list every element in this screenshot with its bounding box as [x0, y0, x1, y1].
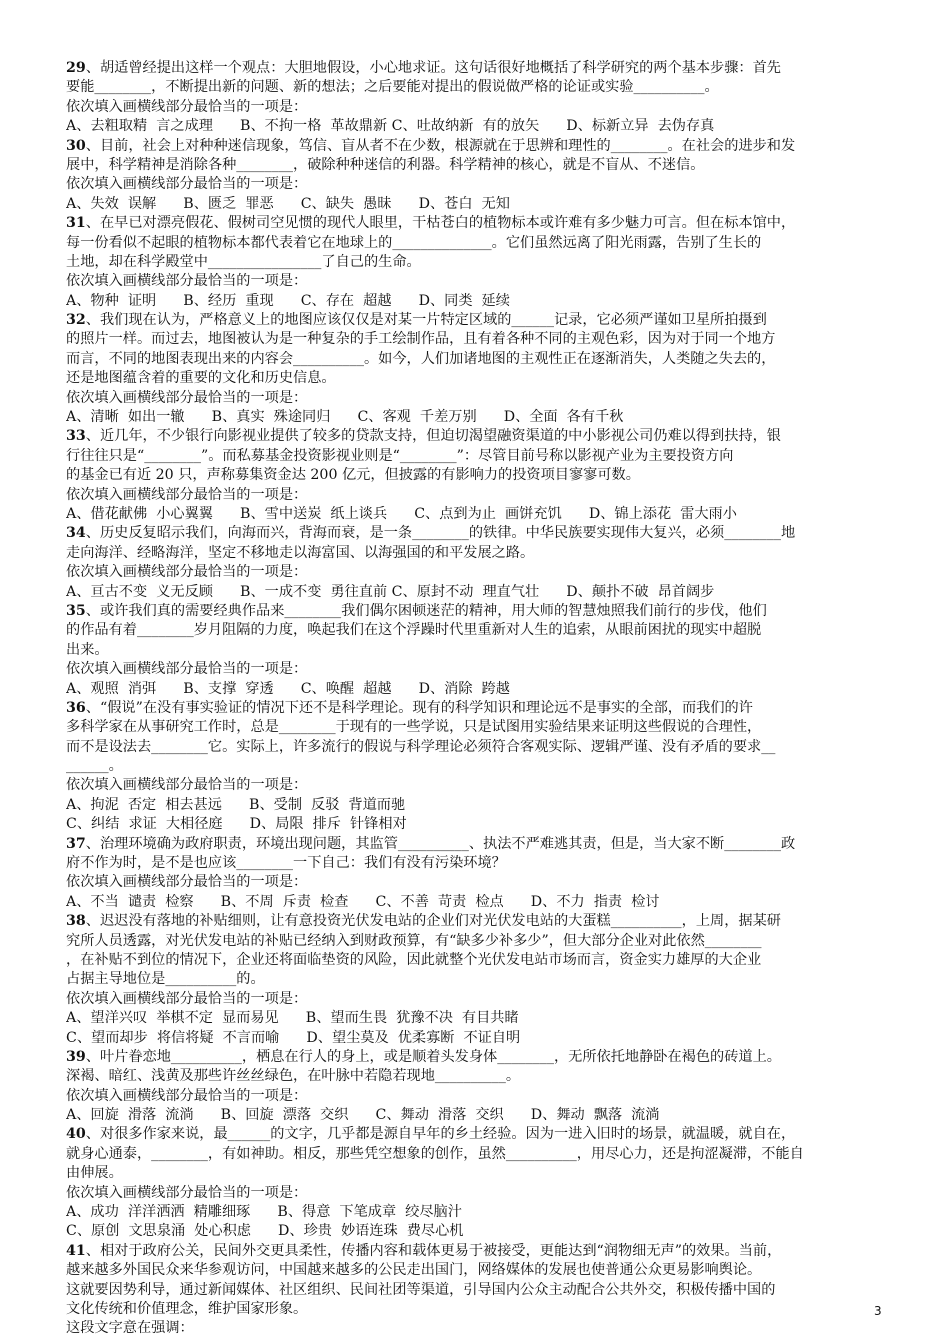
- line-text: 展中，科学精神是消除各种________，破除种种迷信的利器。科学精神的核心，就是不盲从、不迷信。: [66, 156, 705, 173]
- text-line: [66, 990, 888, 1009]
- line-text: A、去粗取精 言之成理 B、不拘一格 革故鼎新 C、吐故纳新 有的放矢 D、标新立异 去伪存真: [66, 118, 715, 135]
- text-line: [66, 408, 888, 427]
- text-line: [66, 660, 888, 679]
- line-text: 越来越多外国民众来华参观访问，中国越来越多的公民走出国门，网络媒体的发展也使普通公众更易影响舆论。: [66, 1262, 762, 1279]
- question-line: [66, 602, 888, 621]
- line-text: 、治理环境确为政府职责，环境出现问题，其监管__________、执法不严难逃其责，但是，当大家不断________政: [85, 835, 796, 852]
- question-line: [66, 214, 888, 233]
- line-text: 行往往只是“________”。而私募基金投资影视业则是“________”：尽管目前号称以影视产业为主要投资方向: [66, 447, 734, 464]
- question-line: [66, 427, 888, 446]
- line-text: 要能________，不断提出新的问题、新的想法；之后要能对提出的假说做严格的论证或实验__________。: [66, 79, 719, 96]
- line-text: 这段文字意在强调：: [66, 1320, 194, 1337]
- line-text: 、相对于政府公关，民间外交更具柔性，传播内容和载体更易于被接受，更能达到“润物细无声”的效果。当前，: [85, 1242, 782, 1259]
- line-text: C、原创 文思泉涌 处心积虑 D、珍贵 妙语连珠 费尽心机: [66, 1223, 464, 1240]
- text-line: [66, 893, 888, 912]
- line-text: 的照片一样。而过去，地图被认为是一种复杂的手工绘制作品，且有着各种不同的主观色彩，因为对于同一个地方: [66, 331, 776, 348]
- line-text: A、拘泥 否定 相去甚远 B、受制 反驳 背道而驰: [66, 796, 406, 813]
- line-text: 依次填入画横线部分最恰当的一项是：: [66, 176, 308, 193]
- text-line: [66, 854, 888, 873]
- text-line: [66, 369, 888, 388]
- question-number: 30: [66, 137, 86, 154]
- text-line: [66, 621, 888, 640]
- line-text: C、望而却步 将信将疑 不言而喻 D、望尘莫及 优柔寡断 不证自明: [66, 1029, 521, 1046]
- line-text: 依次填入画横线部分最恰当的一项是：: [66, 564, 308, 581]
- text-line: [66, 1184, 888, 1203]
- text-line: [66, 951, 888, 970]
- text-line: [66, 815, 888, 834]
- text-line: [66, 1203, 888, 1222]
- text-line: [66, 117, 888, 136]
- text-line: [66, 447, 888, 466]
- text-line: [66, 563, 888, 582]
- line-text: ______。: [66, 758, 123, 775]
- line-text: 、历史反复昭示我们，向海而兴，背海而衰，是一条________的铁律。中华民族要实现伟大复兴，必须________地: [85, 525, 796, 542]
- text-line: [66, 253, 888, 272]
- question-number: 31: [66, 215, 86, 232]
- line-text: A、借花献佛 小心翼翼 B、雪中送炭 纸上谈兵 C、点到为止 画饼充饥 D、锦上添花 雷大雨小: [66, 505, 737, 522]
- text-line: [66, 641, 888, 660]
- text-line: [66, 932, 888, 951]
- text-line: [66, 156, 888, 175]
- line-text: 每一份看似不起眼的植物标本都代表着它在地球上的______________。它们虽然远离了阳光雨露，告别了生长的: [66, 234, 762, 251]
- text-line: [66, 1087, 888, 1106]
- question-number: 36: [66, 699, 86, 716]
- line-text: C、纠结 求证 大相径庭 D、局限 排斥 针锋相对: [66, 816, 407, 833]
- line-text: 、胡适曾经提出这样一个观点：大胆地假设，小心地求证。这句话很好地概括了科学研究的两个基本步骤：首先: [85, 60, 781, 76]
- question-line: [66, 524, 888, 543]
- line-text: 、我们现在认为，严格意义上的地图应该仅仅是对某一片特定区域的______记录，它必须严谨如卫星所拍摄到: [85, 312, 767, 329]
- text-line: [66, 330, 888, 349]
- line-text: 依次填入画横线部分最恰当的一项是：: [66, 661, 308, 678]
- question-number: 40: [66, 1126, 86, 1143]
- question-number: 29: [66, 60, 86, 76]
- line-text: 、目前，社会上对种种迷信现象，笃信、盲从者不在少数，根源就在于思辨和理性的________。在社会的进步和发: [85, 137, 796, 154]
- text-line: [66, 1145, 888, 1164]
- line-text: 、“假说”在没有事实验证的情况下还不是科学理论。现有的科学知识和理论远不是事实的全部，而我们的许: [85, 699, 753, 716]
- line-text: A、清晰 如出一辙 B、真实 殊途同归 C、客观 千差万别 D、全面 各有千秋: [66, 409, 624, 426]
- line-text: 由伸展。: [66, 1165, 123, 1182]
- line-text: A、成功 洋洋洒洒 精雕细琢 B、得意 下笔成章 绞尽脑汁: [66, 1204, 462, 1221]
- line-text: A、失效 误解 B、匮乏 罪恶 C、缺失 愚昧 D、苍白 无知: [66, 195, 510, 212]
- text-line: [66, 718, 888, 737]
- question-number: 35: [66, 602, 86, 619]
- question-number: 34: [66, 525, 86, 542]
- line-text: 、或许我们真的需要经典作品来________我们偶尔困顿迷茫的精神，用大师的智慧烛照我们前行的步伐，他们: [85, 602, 767, 619]
- text-line: [66, 776, 888, 795]
- line-text: 走向海洋、经略海洋，坚定不移地走以海富国、以海强国的和平发展之路。: [66, 544, 535, 561]
- text-line: [66, 466, 888, 485]
- text-line: [66, 98, 888, 117]
- line-text: 而言，不同的地图表现出来的内容会__________。如今，人们加诸地图的主观性正在逐渐消失，人类随之失去的，: [66, 350, 776, 367]
- text-line: [66, 970, 888, 989]
- line-text: 出来。: [66, 641, 109, 658]
- text-line: [66, 680, 888, 699]
- line-text: 依次填入画横线部分最恰当的一项是：: [66, 777, 308, 794]
- line-text: A、望洋兴叹 举棋不定 显而易见 B、望而生畏 犹豫不决 有目共睹: [66, 1010, 519, 1027]
- text-line: [66, 544, 888, 563]
- text-line: [66, 1261, 888, 1280]
- question-line: [66, 699, 888, 718]
- line-text: 依次填入画横线部分最恰当的一项是：: [66, 1087, 308, 1104]
- line-text: 的作品有着________岁月阻隔的力度，唤起我们在这个浮躁时代里重新对人生的追索，从眼前困扰的现实中超脱: [66, 622, 762, 639]
- line-text: 依次填入画横线部分最恰当的一项是：: [66, 98, 308, 115]
- line-text: A、物种 证明 B、经历 重现 C、存在 超越 D、同类 延续: [66, 292, 510, 309]
- question-line: [66, 59, 888, 78]
- line-text: ，在补贴不到位的情况下，企业还将面临垫资的风险，因此就整个光伏发电站市场而言，资金实力雄厚的大企业: [66, 951, 762, 968]
- question-number: 38: [66, 913, 86, 930]
- line-text: A、亘古不变 义无反顾 B、一成不变 勇往直前 C、原封不动 理直气壮 D、颠扑不破 昂首阔步: [66, 583, 715, 600]
- line-text: 依次填入画横线部分最恰当的一项是：: [66, 486, 308, 503]
- text-line: [66, 1164, 888, 1183]
- line-text: 多科学家在从事研究工作时，总是________于现有的一些学说，只是试图用实验结果来证明这些假说的合理性，: [66, 719, 762, 736]
- text-line: [66, 389, 888, 408]
- text-line: [66, 234, 888, 253]
- text-line: [66, 78, 888, 97]
- text-line: [66, 873, 888, 892]
- document-body: [66, 59, 888, 1339]
- text-line: [66, 292, 888, 311]
- text-line: [66, 1067, 888, 1086]
- text-line: [66, 757, 888, 776]
- line-text: 文化传统和价值理念，维护国家形象。: [66, 1301, 308, 1317]
- question-line: [66, 311, 888, 330]
- line-text: A、观照 消弭 B、支撑 穿透 C、唤醒 超越 D、消除 跨越: [66, 680, 510, 697]
- page-number: 3: [874, 1304, 882, 1318]
- question-line: [66, 1242, 888, 1261]
- line-text: 这就要因势利导，通过新闻媒体、社区组织、民间社团等渠道，引导国内公众主动配合公共外交，积极传播中国的: [66, 1281, 776, 1298]
- line-text: 、迟迟没有落地的补贴细则，让有意投资光伏发电站的企业们对光伏发电站的大蛋糕__________，上周，据某研: [85, 913, 781, 930]
- line-text: 的基金已有近 20 只，声称募集资金达 200 亿元，但披露的有影响力的投资项目寥寥可数。: [66, 467, 640, 484]
- line-text: 占据主导地位是__________的。: [66, 971, 265, 988]
- line-text: 而不是设法去________它。实际上，许多流行的假说与科学理论必须符合客观实际、逻辑严谨、没有矛盾的要求__: [66, 738, 776, 755]
- line-text: 府不作为时，是不是也应该________一下自己：我们有没有污染环境？: [66, 855, 506, 872]
- text-line: [66, 1029, 888, 1048]
- line-text: 、对很多作家来说，最______的文字，几乎都是源自早年的乡土经验。因为一进入旧时的场景，就温暖，就自在，: [85, 1126, 796, 1143]
- line-text: 依次填入画横线部分最恰当的一项是：: [66, 273, 308, 290]
- line-text: 依次填入画横线部分最恰当的一项是：: [66, 990, 308, 1007]
- text-line: [66, 583, 888, 602]
- question-number: 37: [66, 835, 86, 852]
- line-text: 、在早已对漂亮假花、假树司空见惯的现代人眼里，干枯苍白的植物标本或许难有多少魅力可言。但在标本馆中，: [85, 215, 796, 232]
- line-text: 依次填入画横线部分最恰当的一项是：: [66, 874, 308, 891]
- line-text: 、近几年，不少银行向影视业提供了较多的贷款支持，但迫切渴望融资渠道的中小影视公司仍难以得到扶持，银: [85, 428, 781, 445]
- line-text: 依次填入画横线部分最恰当的一项是：: [66, 1184, 308, 1201]
- question-line: [66, 1125, 888, 1144]
- line-text: 就身心通泰，________，有如神助。相反，那些凭空想象的创作，虽然__________，用尽心力，还是拘涩凝滞，不能自: [66, 1145, 804, 1162]
- question-number: 32: [66, 312, 86, 329]
- text-line: [66, 1281, 888, 1300]
- line-text: 究所人员透露，对光伏发电站的补贴已经纳入到财政预算，有“缺多少补多少”，但大部分企业对此依然________: [66, 932, 762, 949]
- text-line: [66, 1222, 888, 1241]
- text-line: [66, 350, 888, 369]
- line-text: A、不当 谴责 检察 B、不周 斥责 检查 C、不善 苛责 检点 D、不力 指责 检讨: [66, 893, 660, 910]
- text-line: [66, 1009, 888, 1028]
- text-line: [66, 1300, 888, 1319]
- text-line: [66, 486, 888, 505]
- question-number: 33: [66, 428, 86, 445]
- text-line: [66, 1106, 888, 1125]
- question-line: [66, 835, 888, 854]
- line-text: 深褐、暗红、浅黄及那些许丝丝绿色，在叶脉中若隐若现地__________。: [66, 1068, 521, 1085]
- line-text: 、叶片眷恋地__________，栖息在行人的身上，或是顺着头发身体________，无所依托地静卧在褐色的砖道上。: [85, 1048, 781, 1065]
- text-line: [66, 1319, 888, 1338]
- text-line: [66, 272, 888, 291]
- question-number: 41: [66, 1242, 86, 1259]
- text-line: [66, 195, 888, 214]
- text-line: [66, 738, 888, 757]
- question-line: [66, 1048, 888, 1067]
- line-text: 还是地图蕴含着的重要的文化和历史信息。: [66, 370, 336, 387]
- text-line: [66, 505, 888, 524]
- line-text: 依次填入画横线部分最恰当的一项是：: [66, 389, 308, 406]
- line-text: A、回旋 滑落 流淌 B、回旋 漂落 交织 C、舞动 滑落 交织 D、舞动 飘落 流淌: [66, 1107, 660, 1124]
- text-line: [66, 796, 888, 815]
- question-line: [66, 912, 888, 931]
- line-text: 土地，却在科学殿堂中________________了自己的生命。: [66, 253, 421, 270]
- question-line: [66, 137, 888, 156]
- question-number: 39: [66, 1048, 86, 1065]
- text-line: [66, 175, 888, 194]
